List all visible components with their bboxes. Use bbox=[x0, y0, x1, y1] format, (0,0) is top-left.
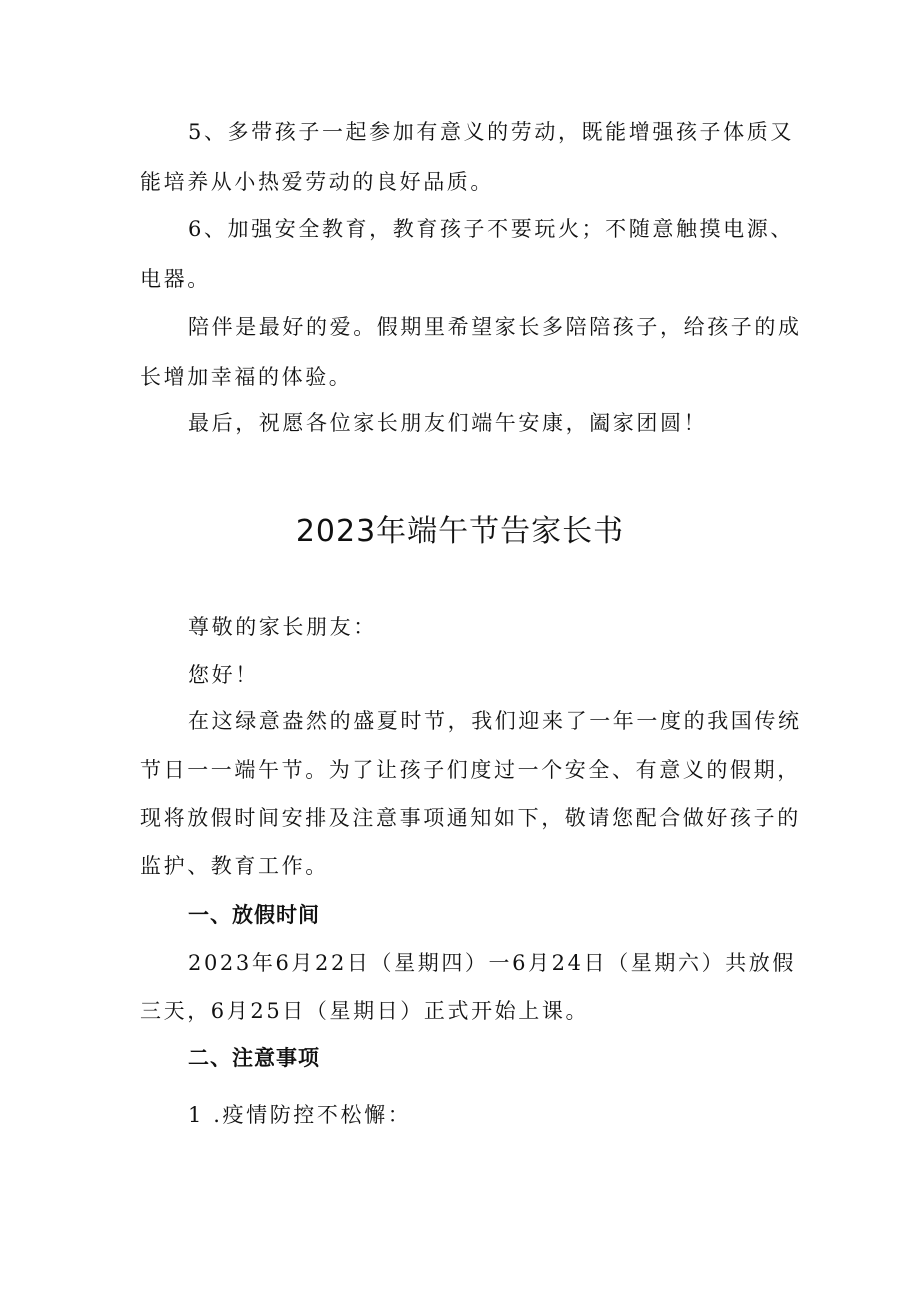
section1-heading: 一、放假时间 bbox=[188, 903, 320, 927]
item6-line1: 6、加强安全教育，教育孩子不要玩火；不随意触摸电源、 bbox=[188, 217, 794, 241]
item6-line2: 电器。 bbox=[140, 267, 211, 291]
section1-line1: 2023年6月22日（星期四）一6月24日（星期六）共放假 bbox=[188, 951, 797, 975]
companion-line1: 陪伴是最好的爱。假期里希望家长多陪陪孩子，给孩子的成 bbox=[188, 315, 802, 339]
companion-line2: 长增加幸福的体验。 bbox=[140, 365, 353, 389]
item5-line2: 能培养从小热爱劳动的良好品质。 bbox=[140, 170, 494, 194]
section2-item1: 1 .疫情防控不松懈： bbox=[188, 1103, 412, 1127]
section1-line2: 三天，6月25日（星期日）正式开始上课。 bbox=[140, 999, 590, 1023]
intro-line4: 监护、教育工作。 bbox=[140, 854, 329, 878]
intro-line3: 现将放假时间安排及注意事项通知如下，敬请您配合做好孩子的 bbox=[140, 806, 801, 830]
section2-heading: 二、注意事项 bbox=[188, 1046, 320, 1070]
salutation: 尊敬的家长朋友： bbox=[188, 615, 377, 639]
item5-line1: 5、多带孩子一起参加有意义的劳动，既能增强孩子体质又 bbox=[188, 120, 794, 144]
intro-line1: 在这绿意盎然的盛夏时节，我们迎来了一年一度的我国传统 bbox=[188, 709, 802, 733]
greeting: 您好！ bbox=[188, 663, 259, 687]
intro-line2: 节日一一端午节。为了让孩子们度过一个安全、有意义的假期， bbox=[140, 758, 801, 782]
closing-line: 最后，祝愿各位家长朋友们端午安康，阖家团圆！ bbox=[188, 411, 708, 435]
letter-title: 2023年端午节告家长书 bbox=[295, 514, 625, 549]
